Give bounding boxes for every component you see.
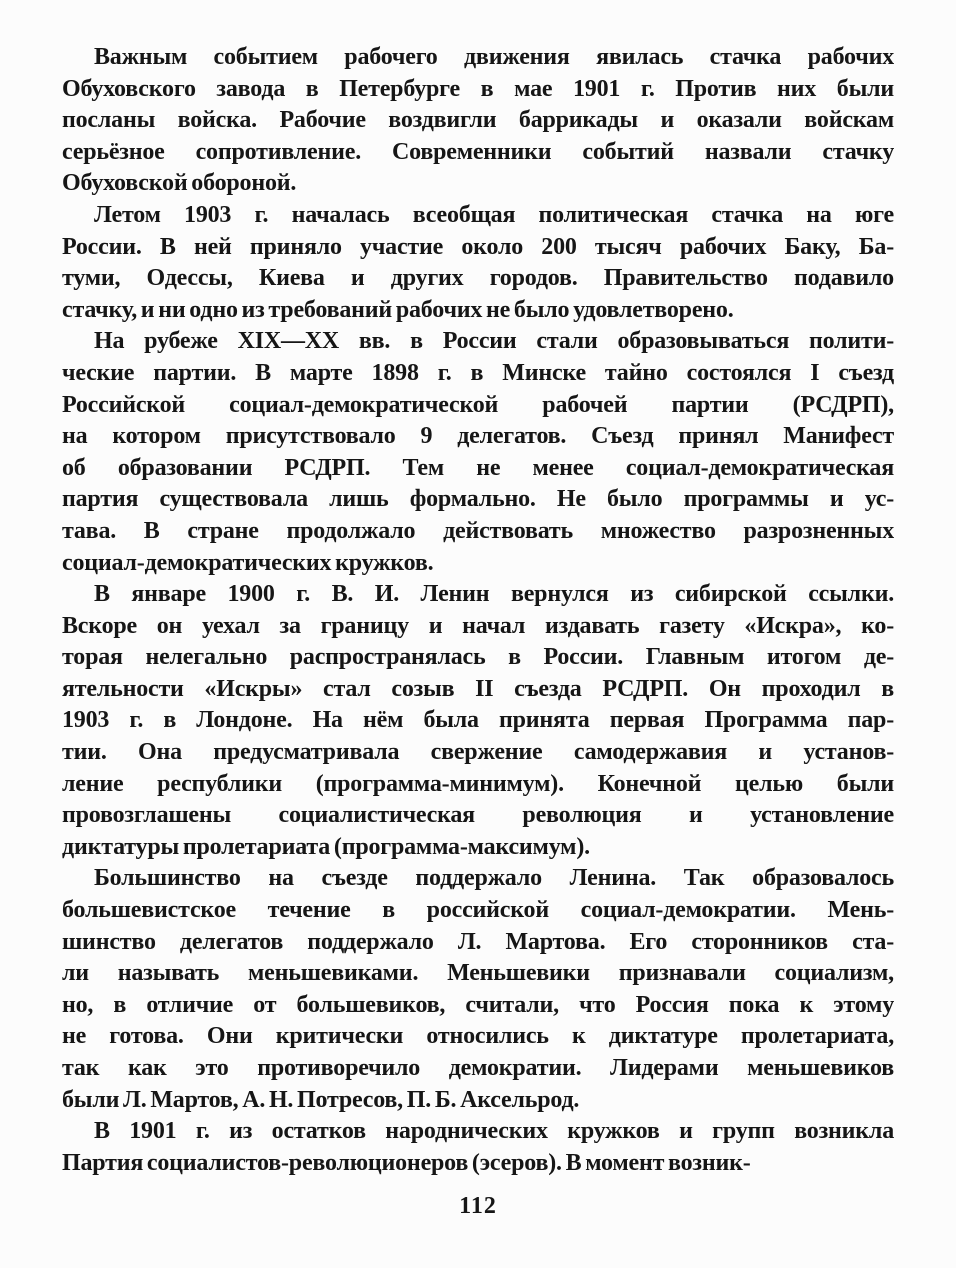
text-line: торая нелегально распространялась в России. Главным итогом де- [62, 644, 894, 671]
text-line: Обуховской обороной. [62, 170, 297, 197]
text-line: ческие партии. В марте 1898 г. в Минске тайно состоялся I съезд [62, 359, 894, 386]
paragraph [62, 200, 894, 326]
text-line: Вскоре он уехал за границу и начал издавать газету «Искра», ко- [62, 612, 894, 639]
text-line: Партия социалистов-революционеров (эсеров). В момент возник- [62, 1149, 751, 1176]
text-line: ятельности «Искры» стал созыв II съезда РСДРП. Он проходил в [62, 675, 894, 702]
paragraph [62, 579, 894, 863]
text-line: посланы войска. Рабочие воздвигли баррикады и оказали войскам [62, 107, 894, 134]
text-block [62, 42, 894, 1220]
text-line: России. В ней приняло участие около 200 тысяч рабочих Баку, Ба- [62, 233, 894, 260]
text-line: В 1901 г. из остатков народнических кружков и групп возникла [94, 1118, 894, 1145]
page-number: 112 [459, 1193, 497, 1220]
text-line: серьёзное сопротивление. Современники событий назвали стачку [62, 138, 894, 165]
text-line: так как это противоречило демократии. Лидерами меньшевиков [62, 1055, 894, 1081]
text-line: тии. Она предусматривала свержение самодержавия и установ- [62, 739, 894, 766]
text-line: Летом 1903 г. началась всеобщая политическая стачка на юге [94, 201, 894, 228]
text-line: партия существовала лишь формально. Не было программы и ус- [62, 486, 894, 513]
text-line: на котором присутствовало 9 делегатов. Съезд принял Манифест [62, 423, 894, 450]
text-line: На рубеже XIX—XX вв. в России стали образовываться полити- [94, 328, 894, 355]
text-line: социал-демократических кружков. [62, 549, 434, 576]
text-line: шинство делегатов поддержало Л. Мартова. Его сторонников ста- [62, 928, 894, 955]
text-line: были Л. Мартов, А. Н. Потресов, П. Б. Аксельрод. [62, 1086, 580, 1113]
text-line: большевистское течение в российской социал-демократии. Мень- [62, 897, 894, 924]
paragraph [62, 1116, 894, 1179]
text-line: 1903 г. в Лондоне. На нём была принята первая Программа пар- [62, 707, 894, 734]
text-line: Российской социал-демократической рабочей партии (РСДРП), [62, 391, 894, 418]
paragraph [62, 42, 894, 200]
text-line: но, в отличие от большевиков, считали, что Россия пока к этому [62, 991, 894, 1018]
text-line: Важным событием рабочего движения явилась стачка рабочих [94, 44, 894, 70]
text-line: тава. В стране продолжало действовать множество разрозненных [62, 517, 894, 544]
text-line: туми, Одессы, Киева и других городов. Правительство подавило [62, 265, 894, 292]
paragraph [62, 326, 894, 579]
text-line: В январе 1900 г. В. И. Ленин вернулся из сибирской ссылки. [94, 581, 894, 608]
text-line: ление республики (программа-минимум). Конечной целью были [62, 770, 894, 797]
text-line: Обуховского завода в Петербурге в мае 1901 г. Против них были [62, 75, 894, 102]
text-line: не готова. Они критически относились к диктатуре пролетариата, [62, 1023, 894, 1050]
text-line: диктатуры пролетариата (программа-максимум). [62, 833, 590, 860]
text-line: ли называть меньшевиками. Меньшевики признавали социализм, [62, 960, 894, 987]
text-line: об образовании РСДРП. Тем не менее социал-демократическая [62, 454, 894, 481]
text-line: стачку, и ни одно из требований рабочих не было удовлетворено. [62, 296, 734, 323]
text-line: Большинство на съезде поддержало Ленина. Так образовалось [94, 865, 894, 892]
paragraph [62, 863, 894, 1116]
text-line: провозглашены социалистическая революция и установление [62, 802, 894, 829]
